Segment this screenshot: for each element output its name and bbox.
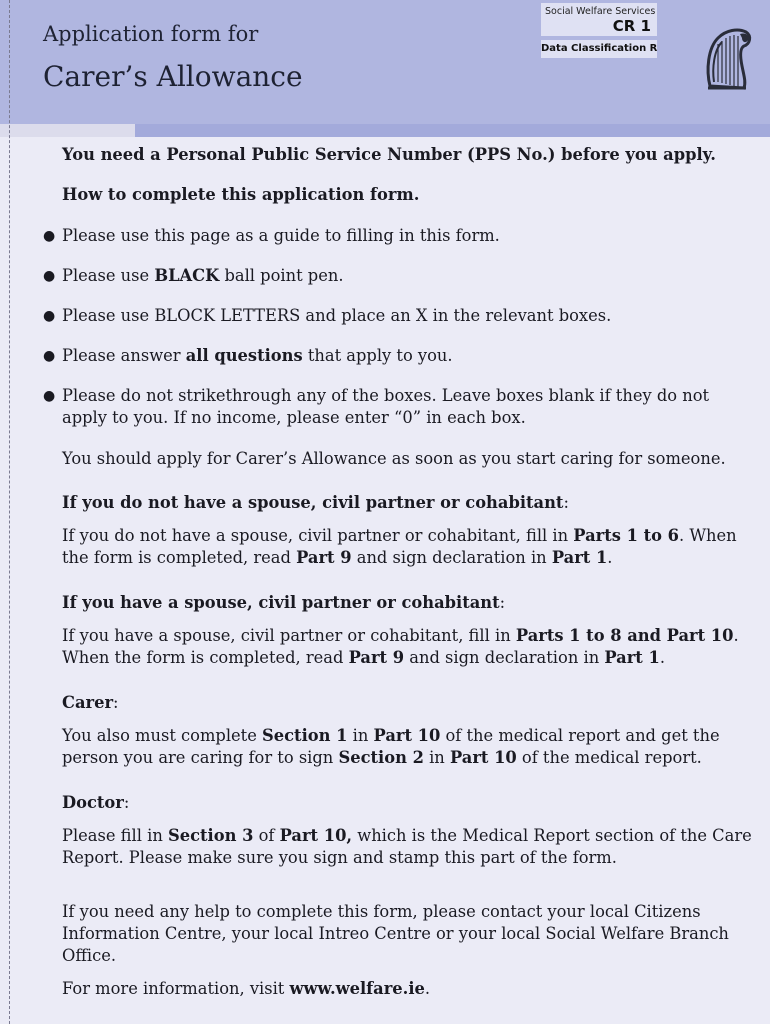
how-to-heading: How to complete this application form. (62, 185, 420, 204)
perforation-line (9, 0, 10, 1024)
bullet-item: ● Please use BLOCK LETTERS and place an X in the relevant boxes. (43, 306, 612, 325)
form-code-box (541, 3, 657, 36)
bullet-icon: ● (43, 228, 56, 244)
header-band-left (0, 124, 135, 137)
bullet-item: ● Please do not strikethrough any of the boxes. Leave boxes blank if they do not apply to you. If no income, please enter “0” in each box. (43, 386, 710, 427)
bullet-item: ● Please use BLACK ball point pen. (43, 266, 344, 285)
bullet-icon: ● (43, 388, 56, 404)
data-classification-label: Data Classification R (541, 40, 657, 58)
carer-text: You also must complete Section 1 in Part 10 of the medical report and get the person you are caring for to sign Section 2 in Part 10 of the medical report. (62, 726, 720, 767)
more-info-text: For more information, visit www.welfare.ie. (62, 979, 431, 998)
service-name: Social Welfare Services (545, 6, 656, 17)
header-banner (0, 0, 770, 124)
doctor-text: Please fill in Section 3 of Part 10, which is the Medical Report section of the Care Report. Please make sure you sign and stamp this part of the form. (62, 826, 752, 867)
pps-notice: You need a Personal Public Service Number (PPS No.) before you apply. (62, 145, 716, 164)
bullet-item: ● Please use this page as a guide to filling in this form. (43, 226, 500, 245)
help-text: If you need any help to complete this form, please contact your local Citizens Information Centre, your local Intreo Centre or your local Social Welfare Branch Office. (62, 902, 729, 965)
carer-heading: Carer: (62, 693, 119, 712)
form-subtitle: Application form for (43, 22, 259, 46)
bullet-icon: ● (43, 348, 56, 364)
spouse-heading: If you have a spouse, civil partner or cohabitant: (62, 593, 506, 612)
bullet-icon: ● (43, 268, 56, 284)
bullet-item: ● Please answer all questions that apply to you. (43, 346, 453, 365)
harp-emblem-icon (700, 26, 754, 94)
form-code: CR 1 (612, 17, 651, 35)
form-title: Carer’s Allowance (43, 60, 303, 93)
bullet-icon: ● (43, 308, 56, 324)
welfare-link[interactable]: www.welfare.ie (289, 979, 425, 998)
no-spouse-text: If you do not have a spouse, civil partner or cohabitant, fill in Parts 1 to 6. When the form is completed, read Part 9 and sign declaration in Part 1. (62, 526, 737, 567)
header-band-right (135, 124, 770, 137)
spouse-text: If you have a spouse, civil partner or cohabitant, fill in Parts 1 to 8 and Part 10. When the form is completed, read Part 9 and sign declaration in Part 1. (62, 626, 739, 667)
doctor-heading: Doctor: (62, 793, 130, 812)
apply-soon-text: You should apply for Carer’s Allowance as soon as you start caring for someone. (62, 449, 726, 468)
no-spouse-heading: If you do not have a spouse, civil partner or cohabitant: (62, 493, 569, 512)
